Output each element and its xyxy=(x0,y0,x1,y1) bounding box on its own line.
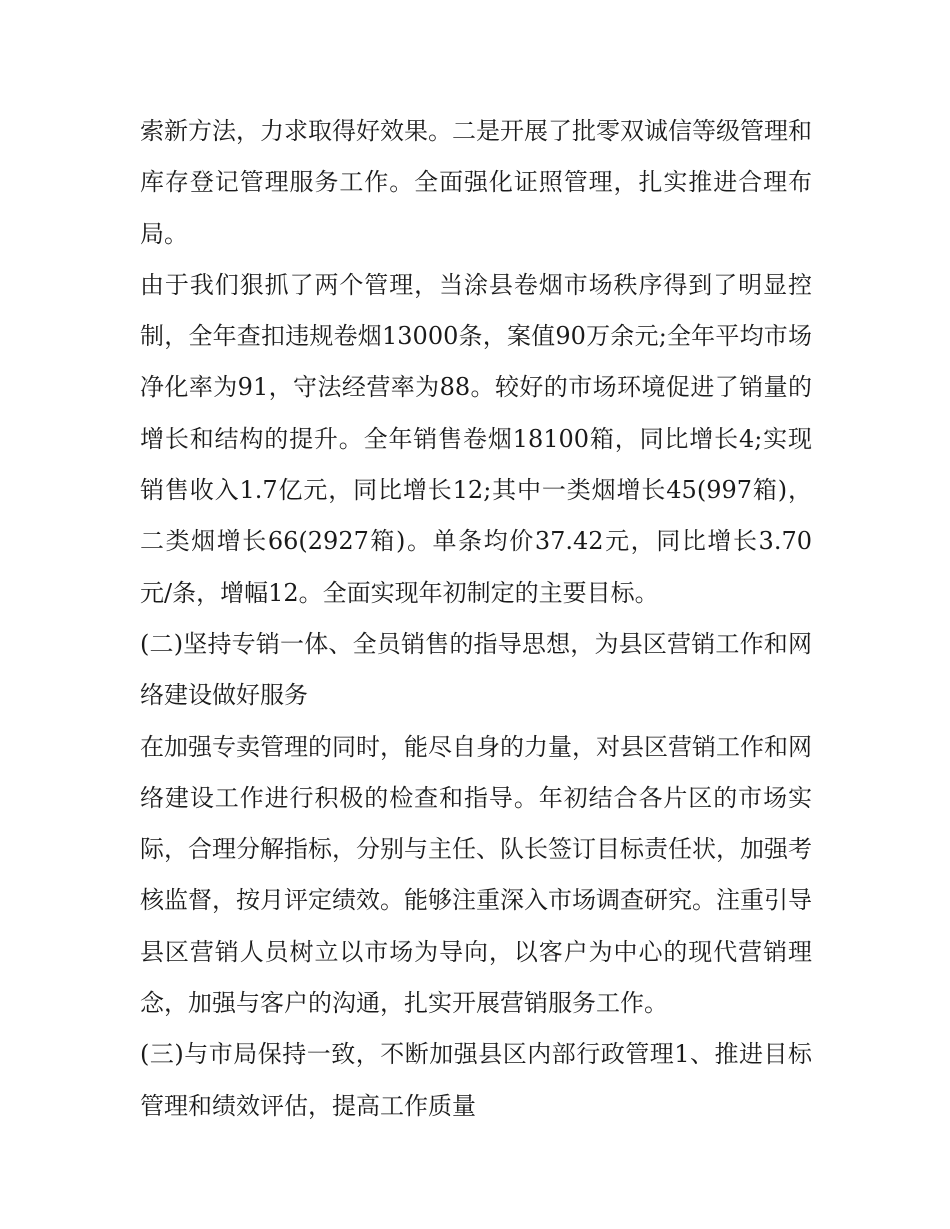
document-body xyxy=(140,106,812,1132)
paragraph-3: 在加强专卖管理的同时，能尽自身的力量，对县区营销工作和网络建设工作进行积极的检查和指导。年初结合各片区的市场实际，合理分解指标，分别与主任、队长签订目标责任状，加强考核监督，按月评定绩效。能够注重深入市场调查研究。注重引导县区营销人员树立以市场为导向，以客户为中心的现代营销理念，加强与客户的沟通，扎实开展营销服务工作。 xyxy=(140,732,812,1018)
paragraph-2: 由于我们狠抓了两个管理，当涂县卷烟市场秩序得到了明显控制，全年查扣违规卷烟13000条，案值90万余元;全年平均市场净化率为91，守法经营率为88。较好的市场环境促进了销量的增长和结构的提升。全年销售卷烟18100箱，同比增长4;实现销售收入1.7亿元，同比增长12;其中一类烟增长45(997箱)，二类烟增长66(2927箱)。单条均价37.42元，同比增长3.70元/条，增幅12。全面实现年初制定的主要目标。 xyxy=(140,270,812,607)
section-heading-2: (二)坚持专销一体、全员销售的指导思想，为县区营销工作和网络建设做好服务 xyxy=(140,629,812,710)
paragraph-1: 索新方法，力求取得好效果。二是开展了批零双诚信等级管理和库存登记管理服务工作。全面强化证照管理，扎实推进合理布局。 xyxy=(140,117,812,248)
section-heading-3: (三)与市局保持一致，不断加强县区内部行政管理1、推进目标管理和绩效评估，提高工作质量 xyxy=(140,1040,812,1120)
